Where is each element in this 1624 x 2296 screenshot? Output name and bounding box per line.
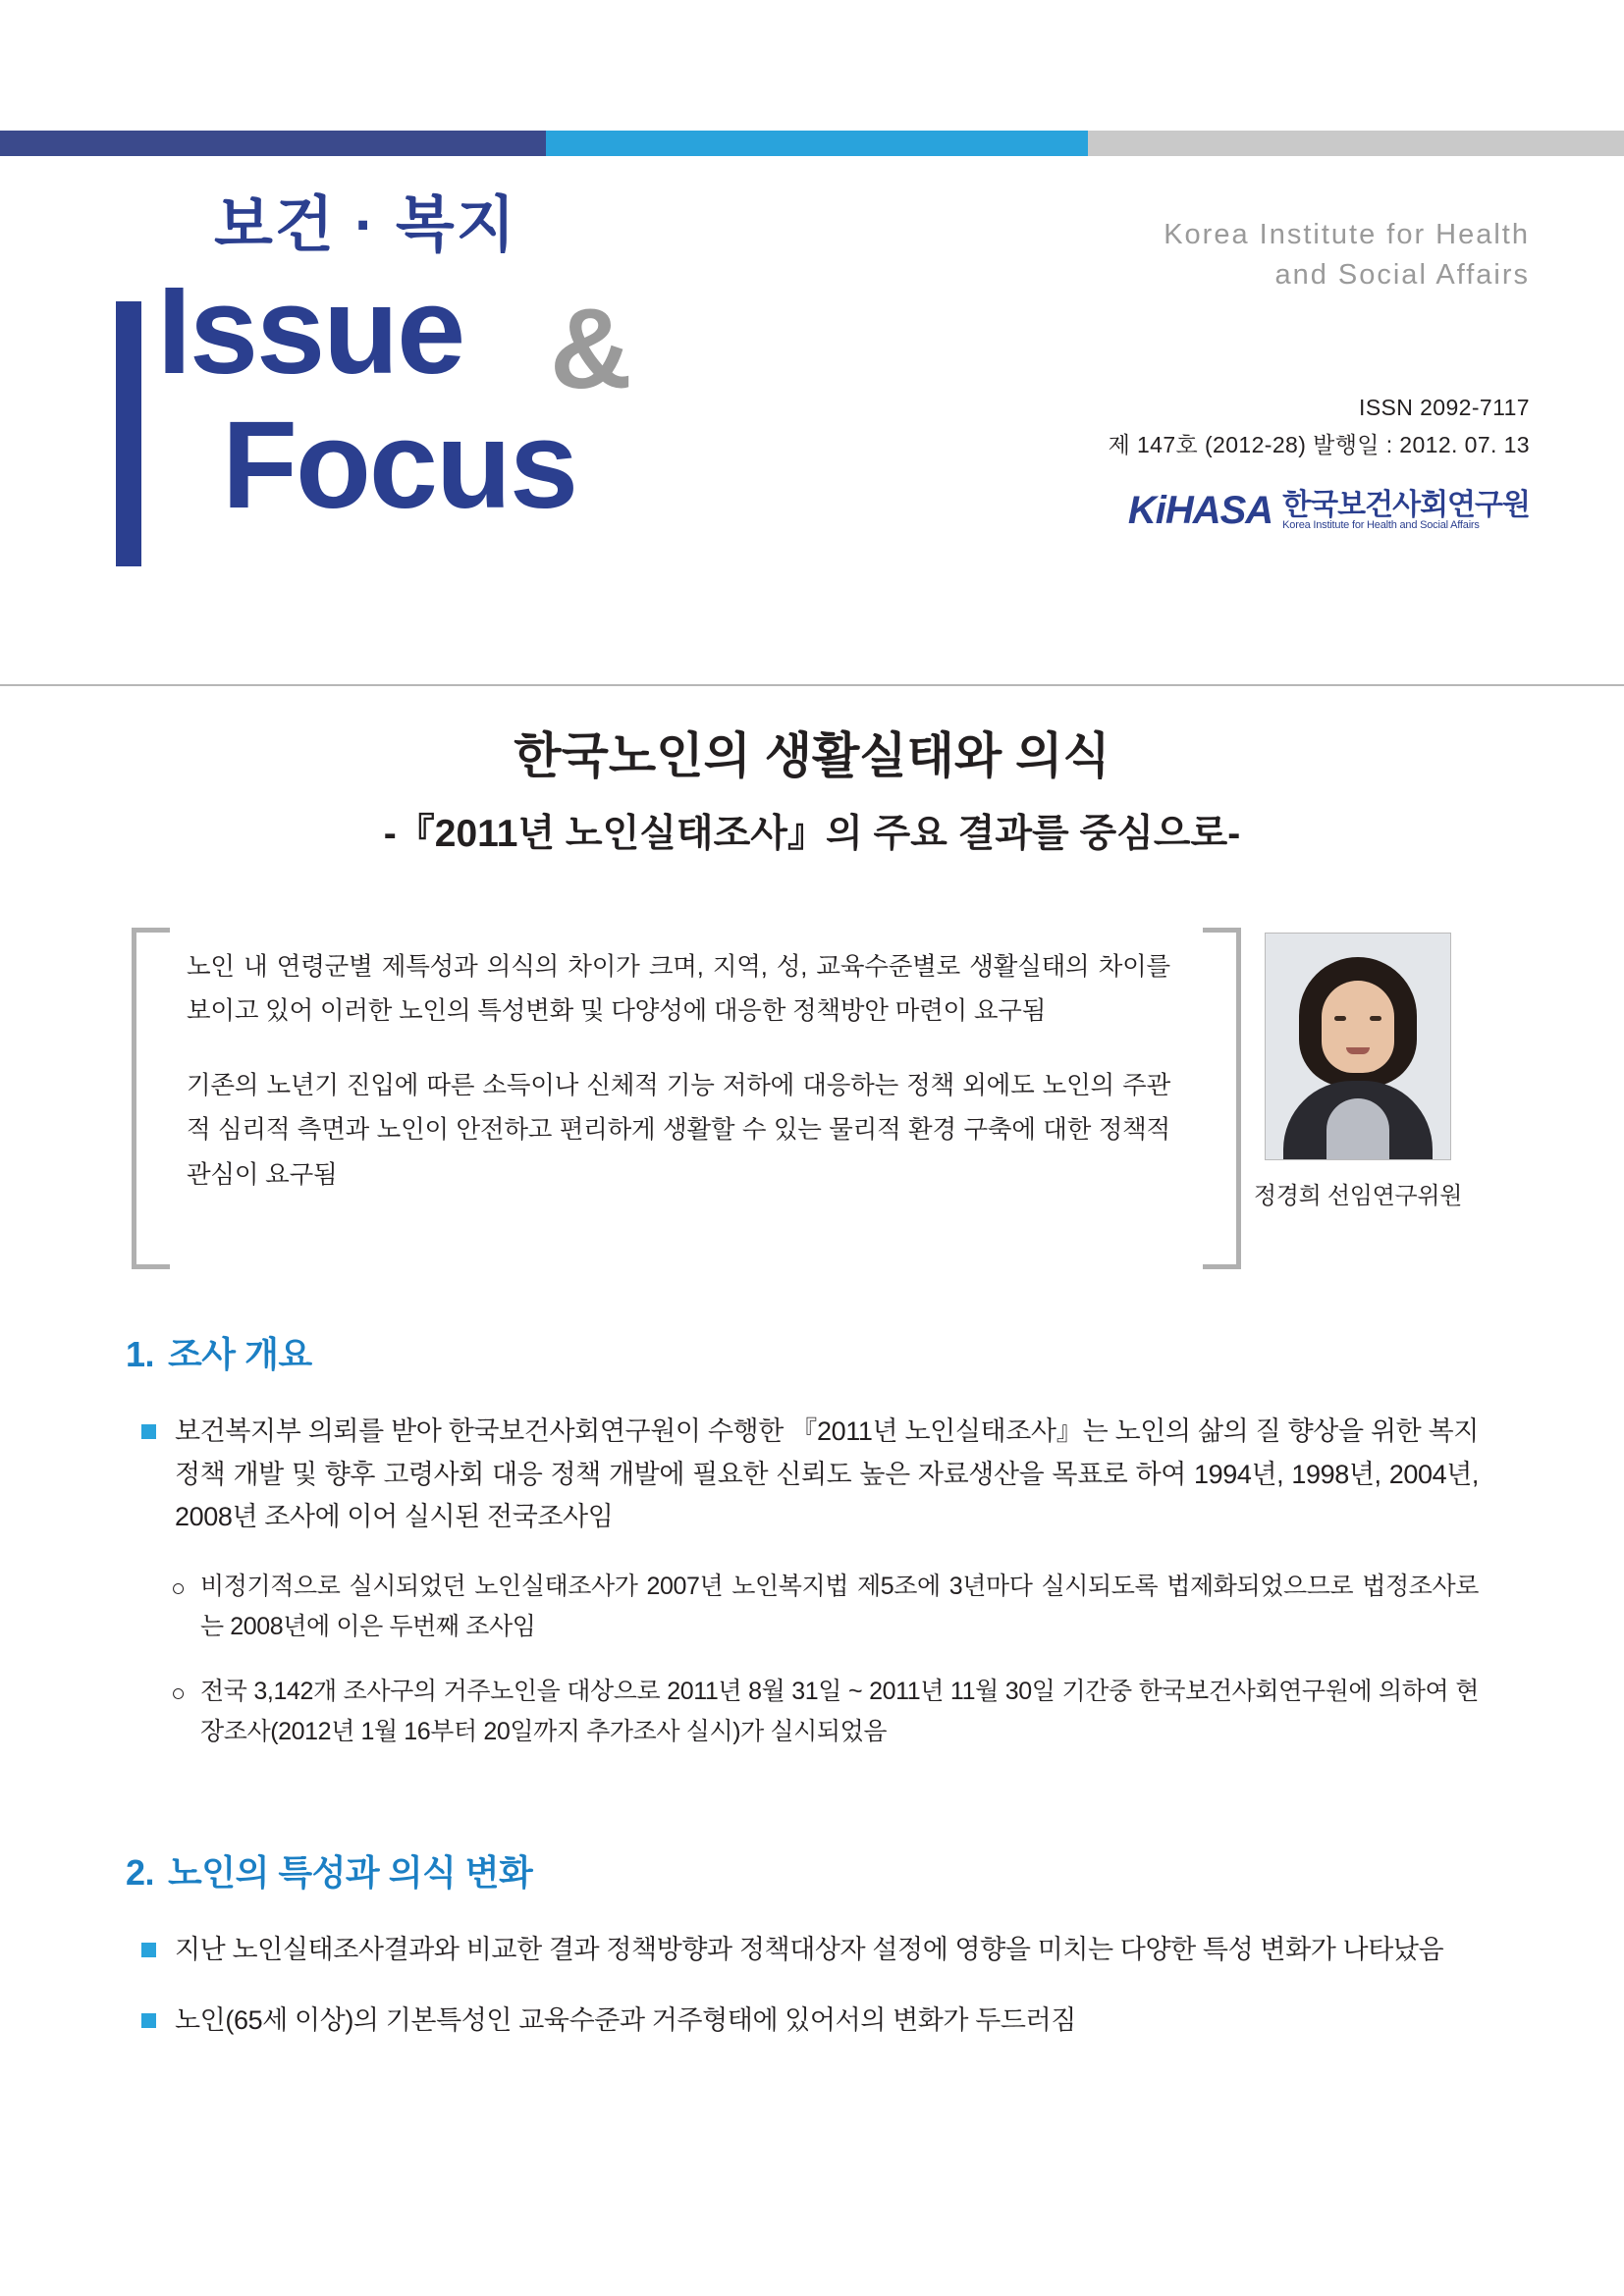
section-2-heading — [0, 1845, 1624, 1896]
section-elderly-characteristics — [0, 1845, 1624, 2069]
bullet-text: 지난 노인실태조사결과와 비교한 결과 정책방향과 정책대상자 설정에 영향을 미치는 다양한 특성 변화가 나타났음 — [175, 1935, 1444, 1964]
logo-focus-text: Focus — [222, 396, 577, 534]
bullet-item — [175, 1411, 1479, 1539]
title-area — [0, 726, 1624, 858]
section-2-title: 노인의 특성과 의식 변화 — [168, 1852, 533, 1893]
bullet-text: 비정기적으로 실시되었던 노인실태조사가 2007년 노인복지법 제5조에 3년마다 실시되도록 법제화되었으므로 법정조사로는 2008년에 이은 두번째 조사임 — [200, 1573, 1479, 1640]
issn-block — [980, 390, 1530, 463]
circle-bullet-icon: ○ — [171, 1575, 186, 1603]
square-bullet-icon — [141, 1943, 156, 1957]
section-1-heading — [0, 1327, 1624, 1377]
top-color-bar — [0, 131, 1624, 156]
photo-eye-right — [1370, 1016, 1381, 1021]
kihasa-korean-sub: Korea Institute for Health and Social Affairs — [1282, 519, 1480, 532]
issn-number: ISSN 2092-7117 — [1359, 395, 1530, 421]
bullet-item — [175, 1929, 1479, 1972]
abstract-text — [187, 945, 1170, 1198]
author-photo — [1265, 933, 1451, 1160]
section-2-bullets — [0, 1929, 1624, 2042]
logo-issue-text: Issue — [157, 261, 464, 400]
author-block — [1245, 933, 1471, 1210]
kihasa-korean-name — [1282, 490, 1530, 532]
masthead — [0, 156, 1624, 686]
circle-bullet-icon: ○ — [171, 1680, 186, 1708]
author-name: 정경희 선임연구위원 — [1253, 1183, 1463, 1209]
kihasa-korean-main: 한국보건사회연구원 — [1282, 488, 1530, 521]
bracket-right-decoration — [1203, 928, 1241, 1269]
page-subtitle: -『2011년 노인실태조사』의 주요 결과를 중심으로- — [383, 813, 1241, 855]
kihasa-wordmark: KiHASA — [1127, 488, 1273, 532]
publication-logo — [106, 176, 892, 637]
bullet-item — [171, 1672, 1479, 1751]
logo-ampersand: & — [550, 285, 632, 412]
section-1-bullets — [0, 1411, 1624, 1751]
institute-name — [980, 215, 1530, 295]
bullet-text: 노인(65세 이상)의 기본특성인 교육수준과 거주형태에 있어서의 변화가 두드러짐 — [175, 2004, 1076, 2035]
photo-collar — [1326, 1098, 1389, 1159]
section-survey-overview — [0, 1327, 1624, 1777]
photo-mouth — [1346, 1047, 1370, 1054]
bullet-text: 전국 3,142개 조사구의 거주노인을 대상으로 2011년 8월 31일 ~ 2011년 11월 30일 기간중 한국보건사회연구원에 의하여 현장조사(2012년 1월 16부터 20일까지 추가조사 실시)가 실시되었음 — [200, 1678, 1479, 1745]
logo-vertical-bar — [116, 301, 141, 566]
square-bullet-icon — [141, 1424, 156, 1439]
bullet-item — [175, 2000, 1479, 2043]
bracket-left-decoration — [132, 928, 170, 1269]
bullet-text: 보건복지부 의뢰를 받아 한국보건사회연구원이 수행한 『2011년 노인실태조사』는 노인의 삶의 질 향상을 위한 복지정책 개발 및 향후 고령사회 대응 정책 개발에 필요한 신뢰도 높은 자료생산을 목표로 하여 1994년, 1998년, 2004년, 2008년 조사에 이어 실시된 전국조사임 — [175, 1416, 1479, 1532]
issue-info: 제 147호 (2012-28) 발행일 : 2012. 07. 13 — [1108, 431, 1530, 457]
section-2-number: 2. — [126, 1852, 155, 1893]
section-1-title: 조사 개요 — [168, 1334, 312, 1374]
bullet-item — [171, 1567, 1479, 1646]
masthead-right-block — [980, 215, 1530, 533]
kihasa-logo — [980, 489, 1530, 533]
top-bar-segment-gray — [1088, 131, 1624, 156]
page-title: 한국노인의 생활실태와 의식 — [514, 728, 1110, 783]
photo-eye-left — [1334, 1016, 1346, 1021]
abstract-paragraph-1: 노인 내 연령군별 제특성과 의식의 차이가 크며, 지역, 성, 교육수준별로 생활실태의 차이를 보이고 있어 이러한 노인의 특성변화 및 다양성에 대응한 정책방안 마련이 요구됨 — [187, 953, 1170, 1026]
institute-name-line1: Korea Institute for Health — [1164, 219, 1530, 250]
top-bar-segment-blue — [546, 131, 1088, 156]
institute-name-line2: and Social Affairs — [1274, 259, 1530, 292]
logo-korean-text: 보건 · 복지 — [214, 191, 517, 259]
top-bar-segment-navy — [0, 131, 546, 156]
abstract-paragraph-2: 기존의 노년기 진입에 따른 소득이나 신체적 기능 저하에 대응하는 정책 외에도 노인의 주관적 심리적 측면과 노인이 안전하고 편리하게 생활할 수 있는 물리적 환경 구축에 대한 정책적 관심이 요구됨 — [187, 1071, 1170, 1189]
photo-face — [1322, 981, 1394, 1073]
square-bullet-icon — [141, 2013, 156, 2028]
section-1-number: 1. — [126, 1334, 155, 1374]
